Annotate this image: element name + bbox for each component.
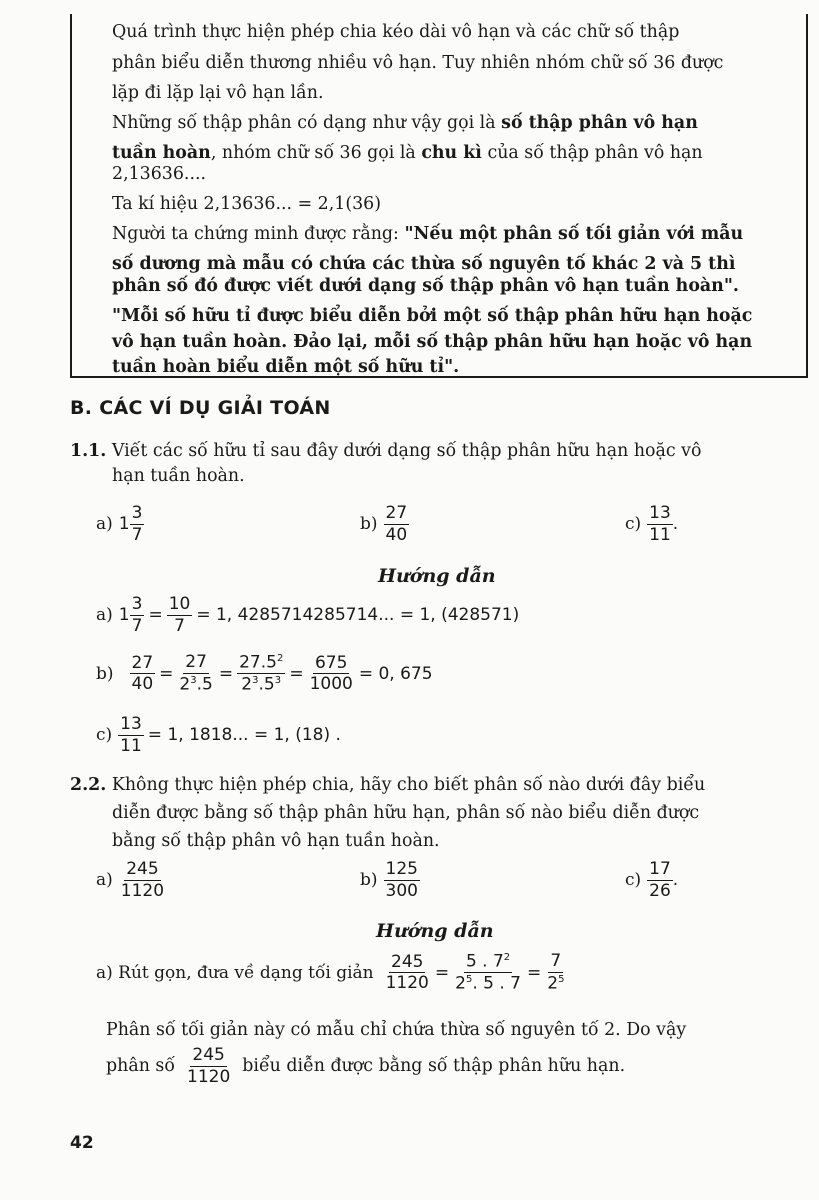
box-line-2: phân biểu diễn thương nhiều vô hạn. Tuy nhiên nhóm chữ số 36 được — [112, 53, 724, 73]
ex1-item-a: a) 1 $\frac{3}{7}$ — [96, 503, 143, 545]
exercise-number: 1.1. — [70, 441, 107, 461]
guide-heading-1: Hướng dẫn — [378, 565, 496, 587]
page-number: 42 — [70, 1133, 94, 1153]
ex2-solution-a: a) Rút gọn, đưa về dạng tối giản $\frac{245}{1120}$ = $\frac{5 . 7^2}{2^5. 5 . 7}$ = $\frac{7}{2^5}$ — [96, 951, 565, 994]
proof-line-1: Người ta chứng minh được rằng: "Nếu một phân số tối giản với mẫu — [112, 224, 744, 244]
exercise-1-statement-cont: hạn tuần hoàn. — [112, 466, 245, 486]
section-title: B. CÁC VÍ DỤ GIẢI TOÁN — [70, 397, 331, 419]
ex1-item-b: b) $\frac{27}{40}$ — [360, 503, 408, 545]
fraction: $\frac{27}{40}$ — [385, 503, 408, 545]
box-line-3: lặp đi lặp lại vô hạn lần. — [112, 83, 324, 103]
exercise-number: 2.2. — [70, 775, 107, 795]
exercise-2-statement-cont-1: diễn được bằng số thập phân hữu hạn, phân số nào biểu diễn được — [112, 803, 700, 823]
definition-line-2: tuần hoàn, nhóm chữ số 36 gọi là chu kì của số thập phân vô hạn — [112, 143, 703, 163]
theorem-line-2: vô hạn tuần hoàn. Đảo lại, mỗi số thập phân hữu hạn hoặc vô hạn — [112, 332, 753, 352]
ex2-item-a: a) $\frac{245}{1120}$ — [96, 859, 165, 901]
ex2-item-c: c) $\frac{17}{26}$ . — [625, 859, 679, 901]
exercise-2-statement-cont-2: bằng số thập phân vô hạn tuần hoàn. — [112, 831, 440, 851]
definition-line-1: Những số thập phân có dạng như vậy gọi là số thập phân vô hạn — [112, 113, 698, 133]
ex1-solution-b: b) $\frac{27}{40}$ = $\frac{27}{2^3.5}$ = $\frac{27.5^2}{2^3.5^3}$ = $\frac{675}{1000}$ = 0, 675 — [96, 652, 433, 695]
box-line-1: Quá trình thực hiện phép chia kéo dài vô hạn và các chữ số thập — [112, 22, 680, 42]
fraction: $\frac{13}{11}$ — [649, 503, 671, 545]
ex1-item-c: c) $\frac{13}{11}$ . — [625, 503, 679, 545]
proof-line-2: số dương mà mẫu có chứa các thừa số nguyên tố khác 2 và 5 thì — [112, 254, 736, 274]
ex2-explanation-line-1: Phân số tối giản này có mẫu chỉ chứa thừa số nguyên tố 2. Do vậy — [106, 1020, 687, 1040]
ex2-explanation-line-2: phân số $\frac{245}{1120}$ biểu diễn được bằng số thập phân hữu hạn. — [106, 1045, 626, 1087]
term-period: chu kì — [421, 143, 482, 163]
notation-line: Ta kí hiệu 2,13636... = 2,1(36) — [112, 194, 382, 214]
ex1-solution-c: c) $\frac{13}{11}$ = 1, 1818... = 1, (18) . — [96, 714, 341, 756]
fraction: $\frac{3}{7}$ — [131, 503, 143, 545]
definition-line-3: 2,13636.... — [112, 164, 207, 184]
theorem-line-3: tuần hoàn biểu diễn một số hữu tỉ". — [112, 357, 460, 377]
proof-line-3: phân số đó được viết dưới dạng số thập phân vô hạn tuần hoàn". — [112, 276, 739, 296]
guide-heading-2: Hướng dẫn — [376, 920, 494, 942]
ex2-item-b: b) $\frac{125}{300}$ — [360, 859, 418, 901]
exercise-2-statement: 2.2. Không thực hiện phép chia, hãy cho biết phân số nào dưới đây biểu — [70, 775, 706, 795]
ex1-solution-a: a) 1 $\frac{3}{7}$ = $\frac{10}{7}$ = 1, 4285714285714... = 1, (428571) — [96, 594, 520, 636]
theorem-line-1: "Mỗi số hữu tỉ được biểu diễn bởi một số thập phân hữu hạn hoặc — [112, 306, 753, 326]
exercise-1-statement: 1.1. Viết các số hữu tỉ sau đây dưới dạng số thập phân hữu hạn hoặc vô — [70, 441, 702, 461]
term-infinite-decimal: số thập phân vô hạn — [501, 113, 698, 133]
